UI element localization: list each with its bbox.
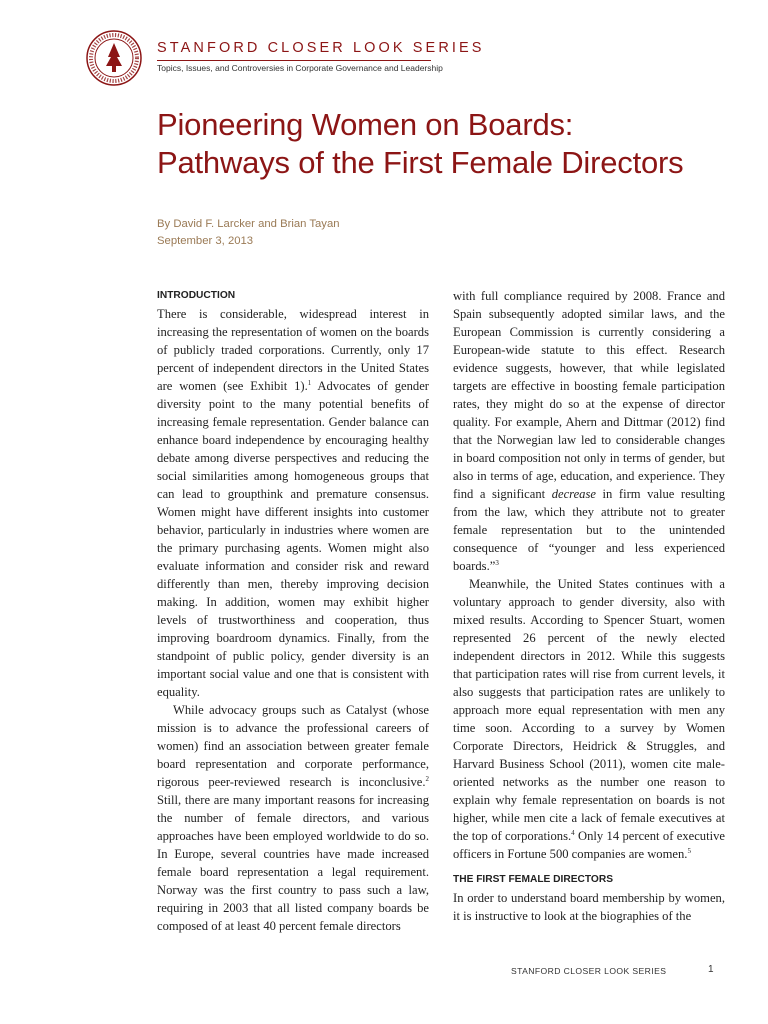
paragraph [157, 305, 429, 701]
paragraph [157, 701, 429, 935]
page-number: 1 [708, 964, 714, 975]
page-title [157, 106, 683, 182]
paragraph-text: While advocacy groups such as Catalyst (whose mission is to advance the professional careers of women) find an association between greater female board representation and corporate performance, rigorous peer-reviewed research is inconclusive. [157, 703, 429, 789]
paragraph-text: with full compliance required by 2008. France and Spain subsequently adopted similar laws, and the European Commission is currently considering a European-wide statute to this effect. Research evidence suggests, however, that while legislated targets are effective in boosting female participation rates, they might do so at the expense of director quality. For example, Ahern and Dittmar (2012) find that the Norwegian law led to considerable changes in board composition not only in terms of gender, but also in terms of age, education, and experience. They find a significant [453, 289, 725, 501]
paragraph-text: Advocates of gender diversity point to the many potential benefits of increasing female representation. Gender balance can enhance board independence by encouraging healthy debate among diverse perspectives and reducing the social similarities among homogeneous groups that can lead to groupthink and premature consensus. Women might have different insights into customer behavior, particularly in industries where women are the primary purchasing agents. Women might also evaluate information and consider risk and reward differently than men, thereby improving decision making. In addition, women may exhibit higher levels of trustworthiness and cooperation, thus improving boardroom dynamics. Finally, from the standpoint of public policy, gender diversity is an important social value and one that is consistent with equality. [157, 379, 429, 699]
series-subtitle: Topics, Issues, and Controversies in Corporate Governance and Leadership [157, 63, 443, 73]
emphasis: decrease [551, 487, 596, 501]
title-line-1: Pioneering Women on Boards: [157, 107, 574, 142]
footnote-marker: 1 [307, 378, 312, 387]
paragraph [453, 575, 725, 863]
stanford-seal-logo [86, 30, 142, 86]
paragraph-text: Still, there are many important reasons for increasing the number of female directors, and various approaches have been employed worldwide to do so. In Europe, several countries have made increased female board representation a legal requirement. Norway was the first country to pass such a law, requiring in 2003 that all listed company boards be composed of at least 40 percent female directors [157, 793, 429, 933]
byline [157, 216, 340, 250]
footnote-marker: 2 [425, 774, 429, 783]
footnote-marker: 5 [687, 846, 691, 855]
series-title: STANFORD CLOSER LOOK SERIES [157, 40, 485, 56]
title-line-2: Pathways of the First Female Directors [157, 145, 684, 180]
footnote-marker: 3 [495, 558, 499, 567]
paragraph-text: There is considerable, widespread interest in increasing the representation of women on the boards of publicly traded corporations. Currently, only 17 percent of independent directors in the United States are women (see Exhibit 1). [157, 307, 429, 393]
section-heading-introduction: INTRODUCTION [157, 290, 236, 301]
paragraph [453, 889, 725, 925]
paragraph-text: Only 14 percent of executive officers in Fortune 500 companies are women. [453, 829, 725, 861]
paragraph-text: Meanwhile, the United States continues with a voluntary approach to gender diversity, also with mixed results. According to Spencer Stuart, women represented 26 percent of the newly elected independent directors in 2012. While this suggests that participation rates will rise from current levels, it also suggests that participation rates are unlikely to approach more equal representation with men any time soon. According to a survey by Women Corporate Directors, Heidrick & Struggles, and Harvard Business School (2011), women cite male-oriented networks as the number one reason to explain why female representation on boards is not higher, while men cite a lack of female executives at the top of corporations. [453, 577, 725, 843]
paragraph-text: in firm value resulting from the law, which they attribute not to greater female representation but to the unintended consequence of “younger and less experienced boards.” [453, 487, 725, 573]
authors: By David F. Larcker and Brian Tayan [157, 218, 340, 230]
section-heading-first-female-directors: THE FIRST FEMALE DIRECTORS [453, 874, 613, 885]
right-column [453, 287, 725, 925]
publish-date: September 3, 2013 [157, 235, 254, 247]
footer-series-title: STANFORD CLOSER LOOK SERIES [511, 966, 667, 976]
series-divider [157, 60, 431, 61]
left-column [157, 287, 429, 935]
spacer [453, 863, 725, 871]
footnote-marker: 4 [571, 828, 575, 837]
paragraph [453, 287, 725, 575]
paragraph-text: In order to understand board membership by women, it is instructive to look at the biographies of the [453, 891, 725, 923]
